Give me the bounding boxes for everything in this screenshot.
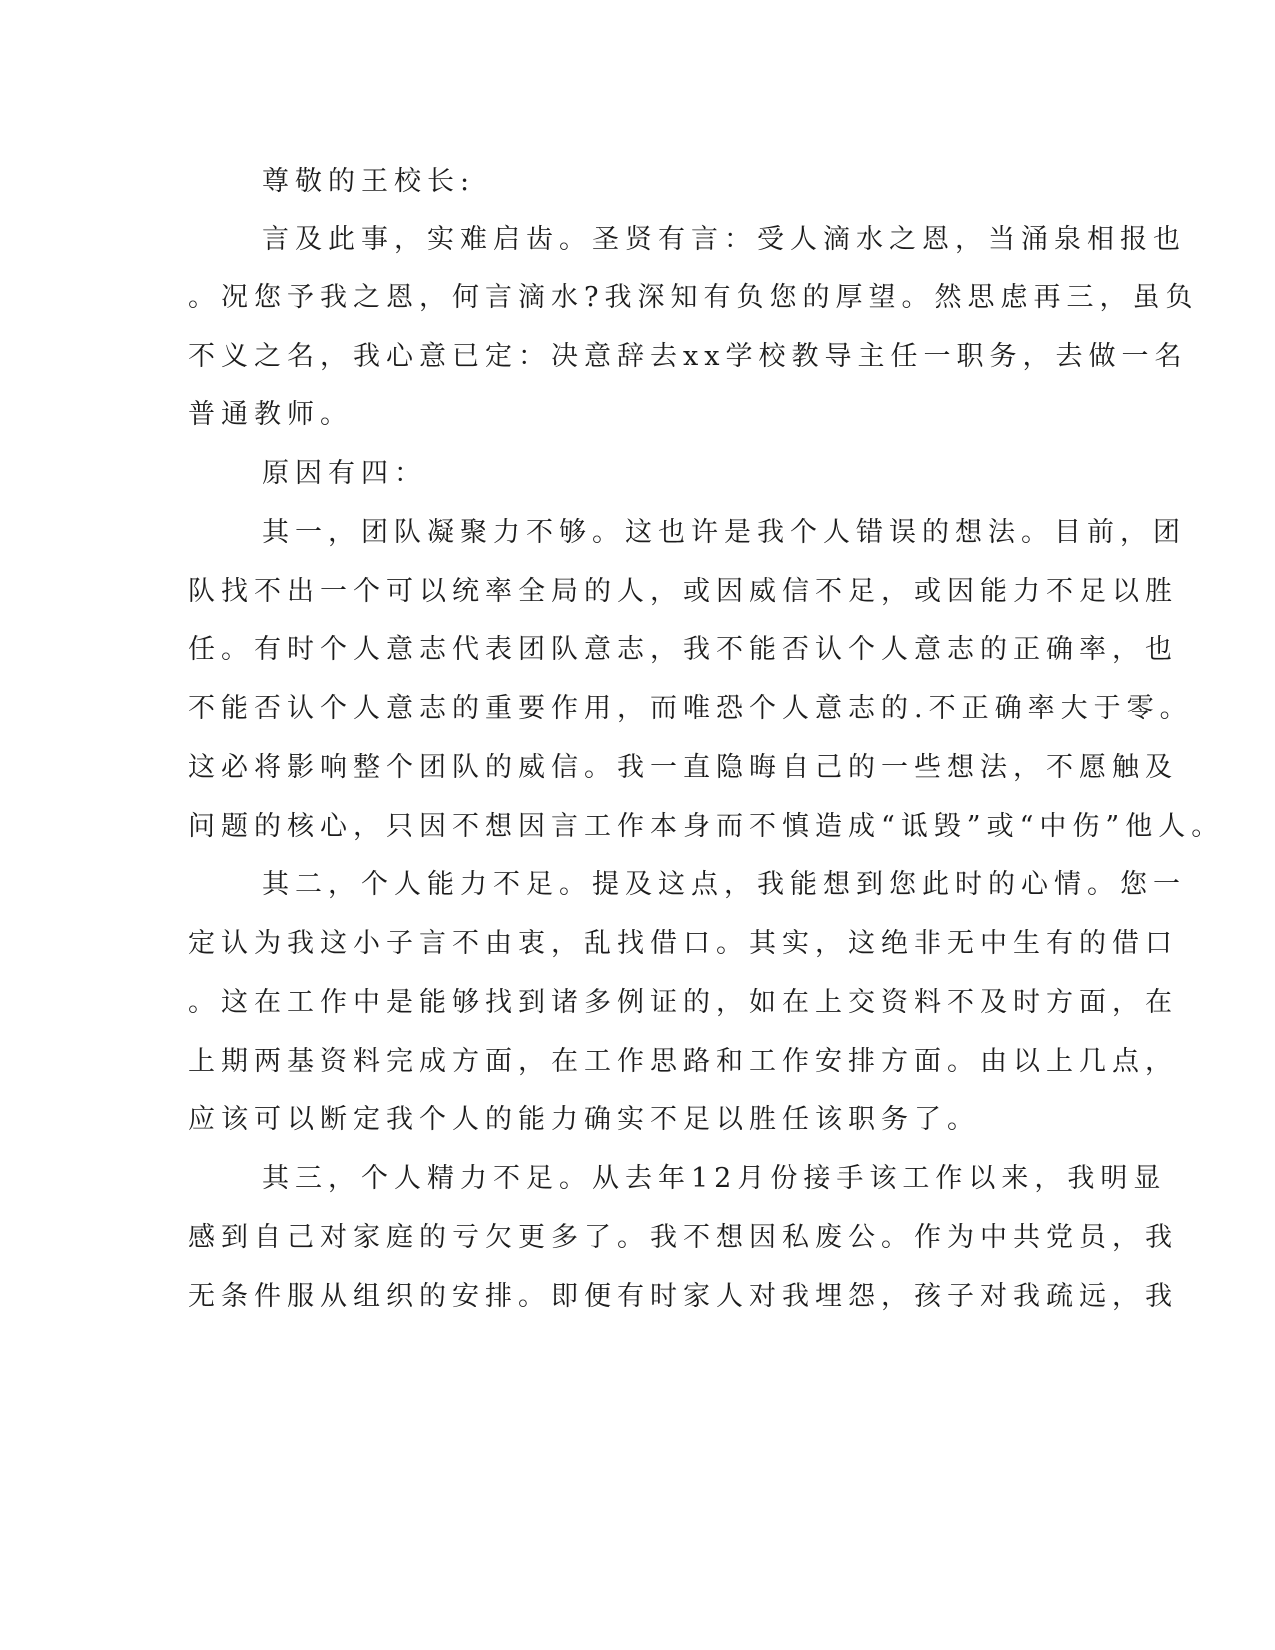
paragraph-line: 问题的核心，只因不想因言工作本身而不慎造成“诋毁”或“中伤”他人。 [188, 811, 1225, 842]
paragraph-line: 其三，个人精力不足。从去年12月份接手该工作以来，我明显 [262, 1163, 1167, 1194]
paragraph-line: 。况您予我之恩，何言滴水?我深知有负您的厚望。然思虑再三，虽负 [188, 282, 1199, 313]
section-heading: 原因有四： [262, 458, 427, 489]
paragraph-line: 无条件服从组织的安排。即便有时家人对我埋怨，孩子对我疏远，我 [188, 1281, 1178, 1312]
paragraph-line: 应该可以断定我个人的能力确实不足以胜任该职务了。 [188, 1104, 980, 1135]
paragraph-line: 。这在工作中是能够找到诸多例证的，如在上交资料不及时方面，在 [188, 987, 1178, 1018]
paragraph-line: 其一，团队凝聚力不够。这也许是我个人错误的想法。目前，团 [262, 517, 1186, 548]
paragraph-line: 定认为我这小子言不由衷，乱找借口。其实，这绝非无中生有的借口 [188, 928, 1178, 959]
paragraph-line: 上期两基资料完成方面，在工作思路和工作安排方面。由以上几点， [188, 1046, 1178, 1077]
paragraph-line: 不能否认个人意志的重要作用，而唯恐个人意志的.不正确率大于零。 [188, 693, 1193, 724]
paragraph-line: 其二，个人能力不足。提及这点，我能想到您此时的心情。您一 [262, 869, 1186, 900]
paragraph-line: 普通教师。 [188, 399, 353, 430]
salutation: 尊敬的王校长: [262, 166, 476, 197]
paragraph-line: 队找不出一个可以统率全局的人，或因威信不足，或因能力不足以胜 [188, 576, 1178, 607]
paragraph-line: 这必将影响整个团队的威信。我一直隐晦自己的一些想法，不愿触及 [188, 752, 1178, 783]
paragraph-line: 感到自己对家庭的亏欠更多了。我不想因私废公。作为中共党员，我 [188, 1222, 1178, 1253]
paragraph-line: 不义之名，我心意已定：决意辞去xx学校教导主任一职务，去做一名 [188, 341, 1188, 372]
paragraph-line: 任。有时个人意志代表团队意志，我不能否认个人意志的正确率，也 [188, 634, 1178, 665]
paragraph-line: 言及此事，实难启齿。圣贤有言：受人滴水之恩，当涌泉相报也 [262, 224, 1186, 255]
